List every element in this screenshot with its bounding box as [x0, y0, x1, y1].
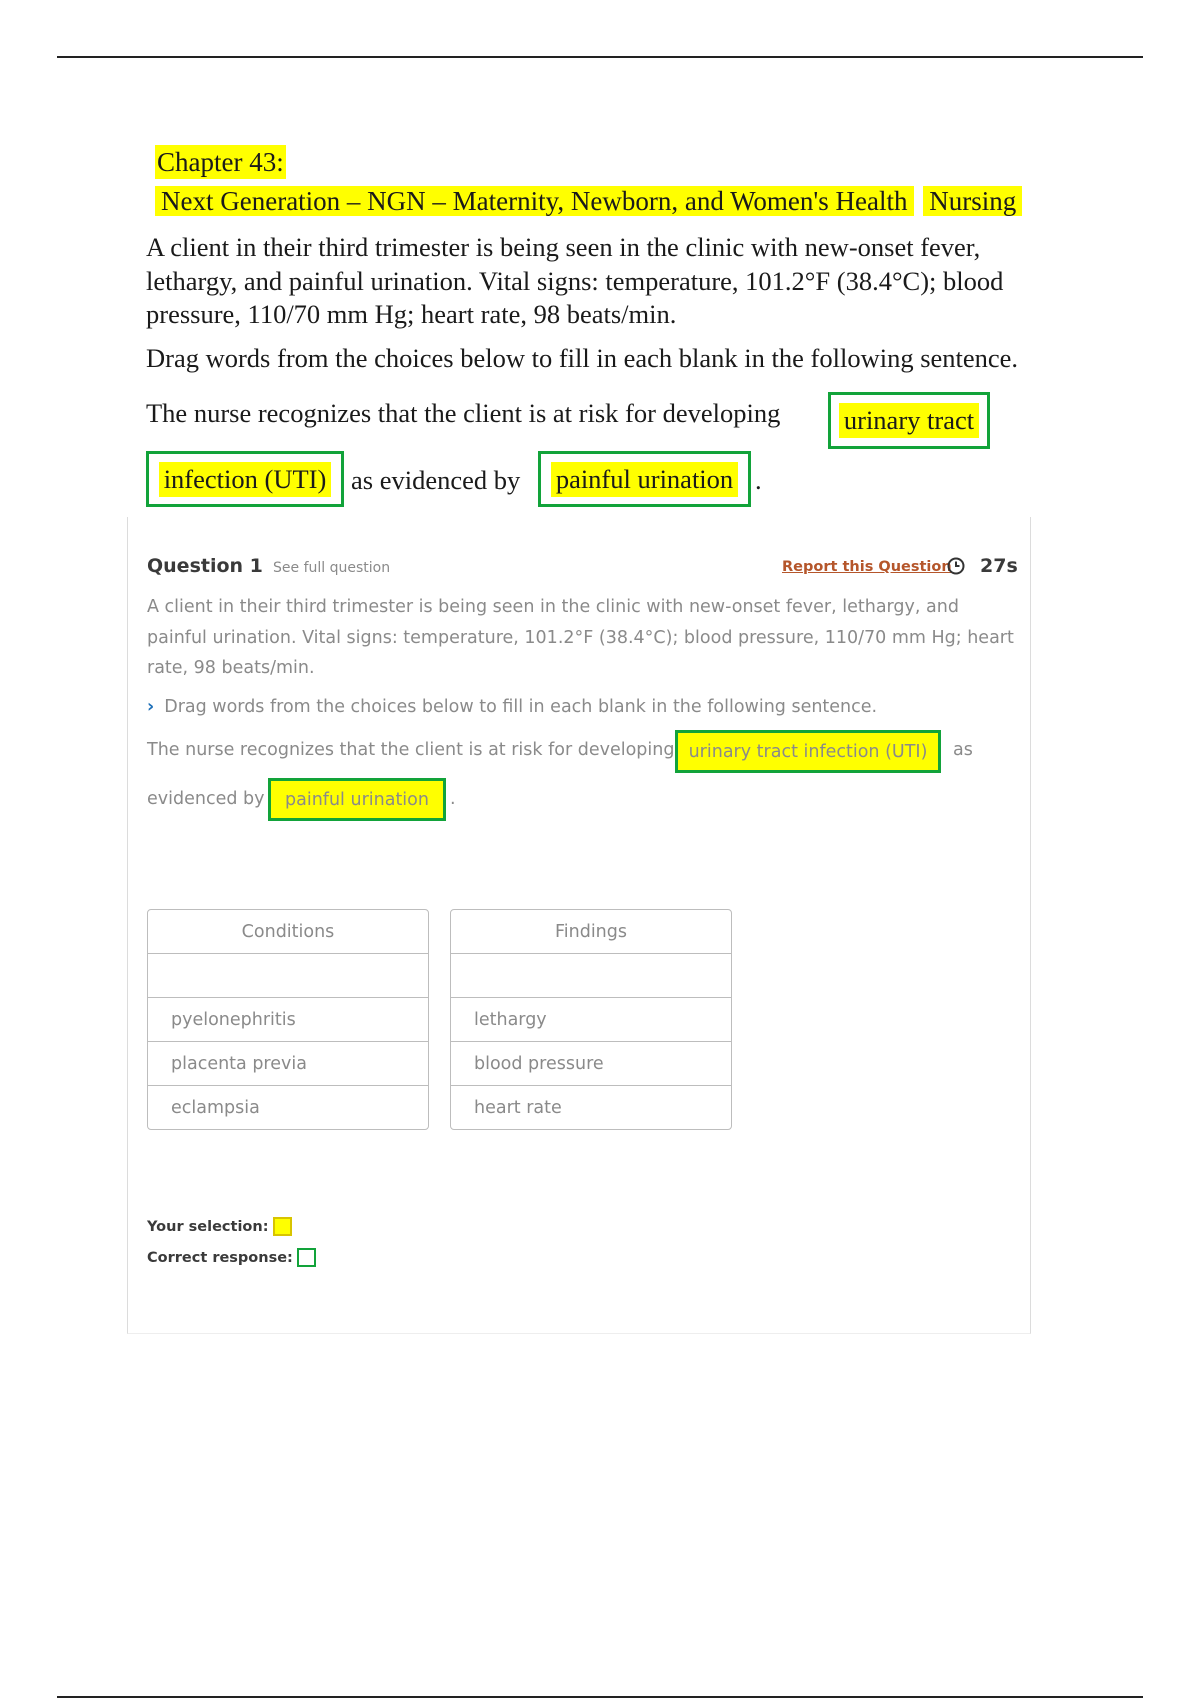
findings-empty-slot[interactable]: [451, 954, 731, 998]
yellow-swatch-icon: [273, 1217, 292, 1236]
sentence-mid: as evidenced by: [351, 465, 521, 495]
question-label: Question 1: [147, 555, 263, 577]
chapter-subtitle: [155, 183, 1022, 219]
conditions-table: [147, 909, 429, 1130]
instruction-paragraph: Drag words from the choices below to fill in each blank in the following sentence.: [146, 343, 1019, 373]
legend-your-selection: [147, 1217, 292, 1236]
answer-2-text: painful urination: [551, 462, 738, 497]
green-swatch-icon: [297, 1248, 316, 1267]
sentence-start: The nurse recognizes that the client is at risk for developing: [146, 398, 781, 428]
see-full-question-link[interactable]: See full question: [273, 560, 391, 576]
bottom-rule: [57, 1696, 1143, 1698]
question-text: A client in their third trimester is being seen in the clinic with new-onset fever, lethargy, and painful urination. Vital signs: temperature, 101.2°F (38.4°C); blood pressure, 110/70 mm Hg; heart rate, 98 beats/min.: [147, 597, 1014, 678]
clock-icon: [947, 557, 965, 575]
choice-finding[interactable]: blood pressure: [451, 1042, 731, 1086]
card-sentence-evidenced: evidenced by: [147, 789, 265, 809]
choice-finding[interactable]: lethargy: [451, 998, 731, 1042]
question-instruction: [147, 697, 877, 717]
sentence-end: .: [755, 465, 762, 495]
top-rule: [57, 56, 1143, 58]
conditions-header: Conditions: [148, 910, 428, 954]
question-screenshot-card: [127, 517, 1031, 1334]
instruction-text: Drag words from the choices below to fill in each blank in the following sentence.: [164, 697, 878, 717]
drop-zone-finding[interactable]: painful urination: [268, 778, 446, 821]
legend-correct-response-label: Correct response:: [147, 1249, 293, 1266]
timer: 27s: [980, 555, 1018, 577]
chevron-right-icon: ›: [147, 697, 155, 717]
choice-condition[interactable]: pyelonephritis: [148, 998, 428, 1042]
drop-zone-condition[interactable]: urinary tract infection (UTI): [675, 730, 941, 773]
card-sentence-as: as: [953, 740, 973, 760]
card-sentence-start: The nurse recognizes that the client is at risk for developing: [147, 740, 675, 760]
choice-finding[interactable]: heart rate: [474, 1097, 562, 1118]
answer-box-1b: [146, 451, 344, 507]
chapter-title: Chapter 43:: [157, 147, 284, 177]
answer-1a-text: urinary tract: [839, 403, 979, 438]
subtitle-last: Nursing: [923, 186, 1022, 216]
card-sentence-end: .: [450, 789, 456, 809]
conditions-empty-slot[interactable]: [148, 954, 428, 998]
choice-condition[interactable]: eclampsia: [171, 1097, 260, 1118]
answer-box-2: [538, 451, 751, 507]
report-question-link[interactable]: Report this Question: [782, 559, 952, 575]
answer-1b-text: infection (UTI): [159, 462, 332, 497]
findings-table: [450, 909, 732, 1130]
scenario-paragraph: A client in their third trimester is being seen in the clinic with new-onset fever, lethargy, and painful urination. Vital signs: temperature, 101.2°F (38.4°C); blood pressure, 110/70 mm Hg; heart rate, 98 beats/min.: [146, 232, 1004, 329]
findings-header: Findings: [451, 910, 731, 954]
answer-box-1a: [828, 392, 990, 449]
choice-condition[interactable]: placenta previa: [148, 1042, 428, 1086]
legend-correct-response: [147, 1248, 316, 1267]
legend-your-selection-label: Your selection:: [147, 1218, 269, 1235]
subtitle-main: Next Generation – NGN – Maternity, Newborn, and Women's Health: [155, 186, 914, 216]
